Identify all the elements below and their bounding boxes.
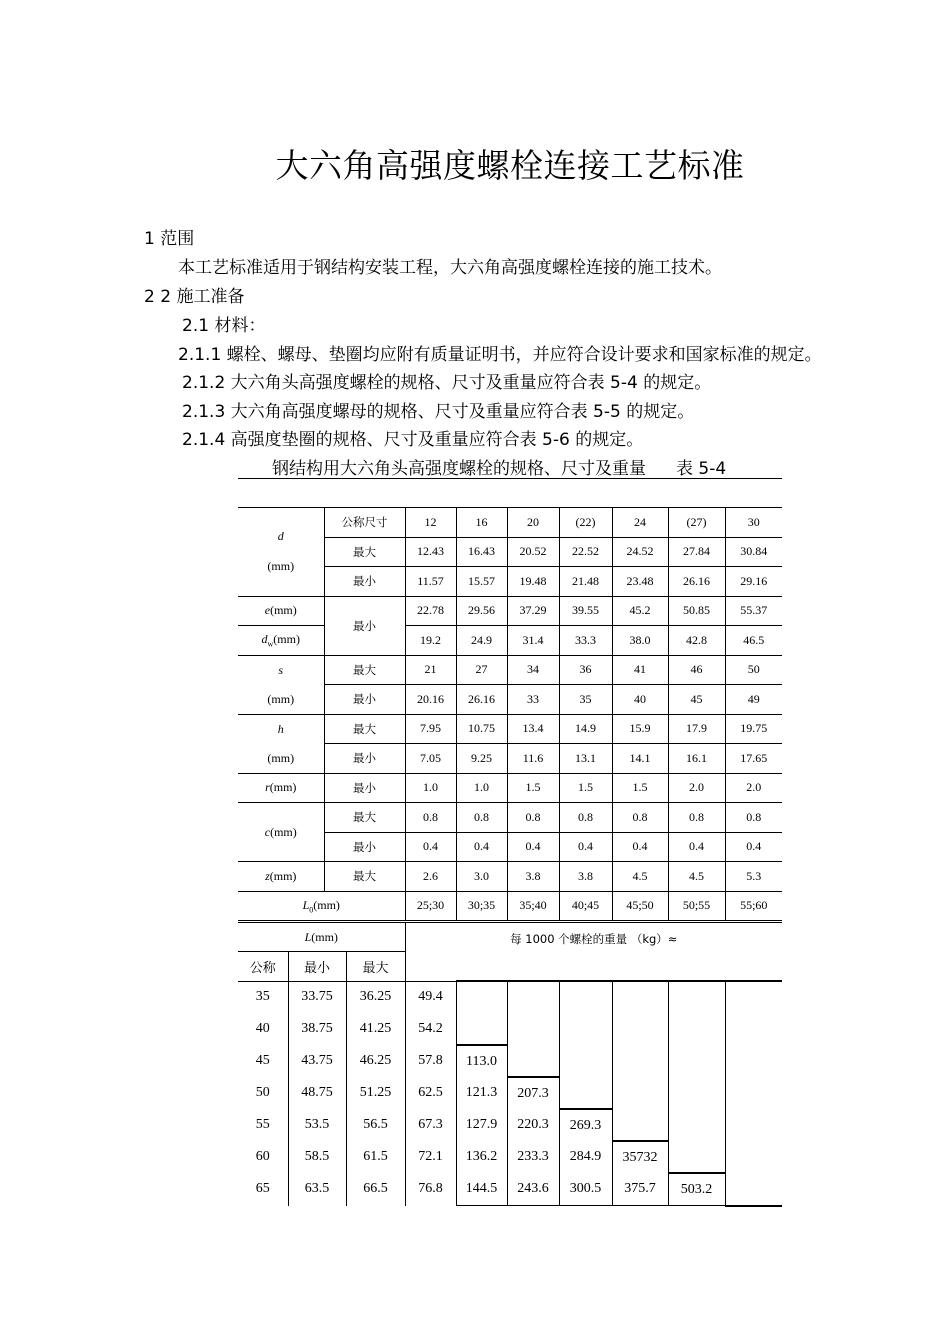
value-cell: 37.29 bbox=[507, 596, 559, 626]
value-cell: 14.9 bbox=[559, 714, 612, 744]
value-cell: 1.5 bbox=[612, 773, 668, 803]
weight-row bbox=[238, 1141, 782, 1173]
value-cell: 0.4 bbox=[405, 832, 456, 862]
value-cell: 16.43 bbox=[456, 537, 507, 567]
weight-label: 每 1000 个螺栓的重量 （kg）≈ bbox=[405, 923, 782, 982]
row-label-l0: $L_0(mm)$ bbox=[238, 891, 405, 921]
value-cell: 3.0 bbox=[456, 862, 507, 892]
max-col-label: 最大 bbox=[346, 952, 405, 982]
value-cell: 16.1 bbox=[668, 744, 725, 774]
value-cell: 50 bbox=[725, 655, 782, 685]
section-2-1-4: 2.1.4 高强度垫圈的规格、尺寸及重量应符合表 5-6 的规定。 bbox=[182, 430, 644, 450]
value-cell: 4.5 bbox=[612, 862, 668, 892]
value-cell: 0.8 bbox=[507, 803, 559, 833]
weight-cell bbox=[725, 981, 782, 1013]
weight-cell bbox=[612, 981, 668, 1013]
max-label: 最大 bbox=[324, 714, 405, 744]
weight-row bbox=[238, 1109, 782, 1141]
value-cell: 35;40 bbox=[507, 891, 559, 921]
value-cell: 14.1 bbox=[612, 744, 668, 774]
weight-cell bbox=[507, 981, 559, 1013]
weight-cell: 136.2 bbox=[456, 1141, 507, 1173]
weight-cell bbox=[612, 1077, 668, 1109]
value-cell: 45;50 bbox=[612, 891, 668, 921]
weight-cell bbox=[507, 1045, 559, 1077]
min-col-label: 最小 bbox=[288, 952, 346, 982]
weight-row bbox=[238, 1045, 782, 1077]
weight-cell: 43.75 bbox=[288, 1045, 346, 1077]
size-cell: (22) bbox=[559, 508, 612, 538]
row-label-s-unit: (mm) bbox=[238, 685, 324, 715]
value-cell: 34 bbox=[507, 655, 559, 685]
weight-cell bbox=[559, 1045, 612, 1077]
value-cell: 21.48 bbox=[559, 567, 612, 597]
min-label: 最小 bbox=[324, 773, 405, 803]
value-cell: 15.57 bbox=[456, 567, 507, 597]
section-2-1-3: 2.1.3 大六角高强度螺母的规格、尺寸及重量应符合表 5-5 的规定。 bbox=[182, 402, 695, 422]
weight-cell: 67.3 bbox=[405, 1109, 456, 1141]
weight-cell bbox=[725, 1141, 782, 1173]
table-number: 表 5-4 bbox=[676, 459, 727, 479]
weight-cell bbox=[725, 1173, 782, 1206]
value-cell: 2.6 bbox=[405, 862, 456, 892]
min-label: 最小 bbox=[324, 567, 405, 597]
weight-cell bbox=[668, 1109, 725, 1141]
value-cell: 20.52 bbox=[507, 537, 559, 567]
weight-cell: 55 bbox=[238, 1109, 288, 1141]
value-cell: 0.4 bbox=[668, 832, 725, 862]
value-cell: 26.16 bbox=[456, 685, 507, 715]
weight-cell: 269.3 bbox=[559, 1109, 612, 1141]
min-label: 最小 bbox=[324, 685, 405, 715]
value-cell: 46 bbox=[668, 655, 725, 685]
weight-cell: 53.5 bbox=[288, 1109, 346, 1141]
value-cell: 22.52 bbox=[559, 537, 612, 567]
weight-cell: 36.25 bbox=[346, 981, 405, 1013]
weight-cell: 121.3 bbox=[456, 1077, 507, 1109]
weight-cell: 66.5 bbox=[346, 1173, 405, 1206]
value-cell: 45 bbox=[668, 685, 725, 715]
value-cell: 0.4 bbox=[725, 832, 782, 862]
value-cell: 0.4 bbox=[507, 832, 559, 862]
l-mm-label: L(mm) bbox=[238, 923, 405, 952]
value-cell: 4.5 bbox=[668, 862, 725, 892]
weight-header-table bbox=[238, 922, 782, 982]
row-label-r: r(mm) bbox=[238, 773, 324, 803]
section-2-1: 2.1 材料： bbox=[182, 316, 266, 336]
value-cell: 41 bbox=[612, 655, 668, 685]
value-cell: 2.0 bbox=[725, 773, 782, 803]
weight-cell: 220.3 bbox=[507, 1109, 559, 1141]
value-cell: 2.0 bbox=[668, 773, 725, 803]
max-label: 最大 bbox=[324, 537, 405, 567]
weight-cell: 300.5 bbox=[559, 1173, 612, 1206]
weight-cell: 46.25 bbox=[346, 1045, 405, 1077]
weight-cell: 233.3 bbox=[507, 1141, 559, 1173]
weight-cell: 35732 bbox=[612, 1141, 668, 1173]
size-cell: (27) bbox=[668, 508, 725, 538]
table-caption bbox=[272, 454, 726, 479]
value-cell: 1.5 bbox=[507, 773, 559, 803]
section-2-1-1: 2.1.1 螺栓、螺母、垫圈均应附有质量证明书，并应符合设计要求和国家标准的规定。 bbox=[178, 345, 822, 365]
value-cell: 55;60 bbox=[725, 891, 782, 921]
size-cell: 24 bbox=[612, 508, 668, 538]
weight-cell bbox=[725, 1109, 782, 1141]
weight-cell bbox=[668, 1141, 725, 1173]
min-label: 最小 bbox=[324, 596, 405, 655]
min-label: 最小 bbox=[324, 832, 405, 862]
weight-cell: 375.7 bbox=[612, 1173, 668, 1206]
row-label-e: e(mm) bbox=[238, 596, 324, 626]
value-cell: 11.6 bbox=[507, 744, 559, 774]
row-label-d: d (mm) bbox=[238, 508, 324, 597]
weight-cell: 503.2 bbox=[668, 1173, 725, 1206]
value-cell: 38.0 bbox=[612, 626, 668, 656]
value-cell: 15.9 bbox=[612, 714, 668, 744]
value-cell: 12.43 bbox=[405, 537, 456, 567]
value-cell: 45.2 bbox=[612, 596, 668, 626]
section-1-heading: 1 范围 bbox=[144, 229, 195, 249]
value-cell: 1.5 bbox=[559, 773, 612, 803]
weight-cell bbox=[559, 981, 612, 1013]
value-cell: 5.3 bbox=[725, 862, 782, 892]
value-cell: 35 bbox=[559, 685, 612, 715]
weight-cell bbox=[559, 1013, 612, 1045]
weight-cell: 207.3 bbox=[507, 1077, 559, 1109]
nominal-col-label: 公称 bbox=[238, 952, 288, 982]
value-cell: 0.4 bbox=[612, 832, 668, 862]
max-label: 最大 bbox=[324, 803, 405, 833]
weight-cell: 127.9 bbox=[456, 1109, 507, 1141]
value-cell: 0.4 bbox=[559, 832, 612, 862]
size-cell: 20 bbox=[507, 508, 559, 538]
value-cell: 3.8 bbox=[507, 862, 559, 892]
weight-cell: 284.9 bbox=[559, 1141, 612, 1173]
value-cell: 39.55 bbox=[559, 596, 612, 626]
weight-cell: 57.8 bbox=[405, 1045, 456, 1077]
value-cell: 17.65 bbox=[725, 744, 782, 774]
row-label-z: z(mm) bbox=[238, 862, 324, 892]
size-cell: 30 bbox=[725, 508, 782, 538]
row-label-h: h bbox=[238, 714, 324, 744]
row-label-dw: $d_w(mm)$ bbox=[238, 626, 324, 656]
table-top-rule bbox=[238, 478, 782, 479]
weight-cell: 56.5 bbox=[346, 1109, 405, 1141]
weight-cell: 72.1 bbox=[405, 1141, 456, 1173]
weight-cell bbox=[507, 1013, 559, 1045]
value-cell: 55.37 bbox=[725, 596, 782, 626]
weight-cell: 51.25 bbox=[346, 1077, 405, 1109]
section-2-1-2: 2.1.2 大六角头高强度螺栓的规格、尺寸及重量应符合表 5-4 的规定。 bbox=[182, 373, 712, 393]
weight-cell bbox=[456, 981, 507, 1013]
section-1-text: 本工艺标准适用于钢结构安装工程，大六角高强度螺栓连接的施工技术。 bbox=[178, 258, 722, 278]
weight-cell bbox=[725, 1013, 782, 1045]
document-title: 大六角高强度螺栓连接工艺标准 bbox=[275, 146, 745, 185]
table-caption-title: 钢结构用大六角头高强度螺栓的规格、尺寸及重量 bbox=[272, 459, 646, 479]
value-cell: 0.8 bbox=[725, 803, 782, 833]
value-cell: 19.2 bbox=[405, 626, 456, 656]
value-cell: 50.85 bbox=[668, 596, 725, 626]
value-cell: 40 bbox=[612, 685, 668, 715]
weight-cell: 33.75 bbox=[288, 981, 346, 1013]
weight-cell bbox=[612, 1013, 668, 1045]
value-cell: 40;45 bbox=[559, 891, 612, 921]
value-cell: 0.8 bbox=[612, 803, 668, 833]
value-cell: 30;35 bbox=[456, 891, 507, 921]
row-label-h-unit: (mm) bbox=[238, 744, 324, 774]
weight-table bbox=[238, 980, 782, 1207]
value-cell: 24.52 bbox=[612, 537, 668, 567]
value-cell: 10.75 bbox=[456, 714, 507, 744]
value-cell: 0.4 bbox=[456, 832, 507, 862]
value-cell: 29.56 bbox=[456, 596, 507, 626]
value-cell: 13.4 bbox=[507, 714, 559, 744]
weight-cell: 61.5 bbox=[346, 1141, 405, 1173]
weight-cell: 48.75 bbox=[288, 1077, 346, 1109]
weight-cell bbox=[725, 1077, 782, 1109]
value-cell: 21 bbox=[405, 655, 456, 685]
weight-cell: 54.2 bbox=[405, 1013, 456, 1045]
value-cell: 0.8 bbox=[668, 803, 725, 833]
weight-row bbox=[238, 1173, 782, 1206]
value-cell: 30.84 bbox=[725, 537, 782, 567]
value-cell: 33.3 bbox=[559, 626, 612, 656]
spec-table bbox=[238, 507, 782, 921]
value-cell: 1.0 bbox=[456, 773, 507, 803]
weight-cell: 58.5 bbox=[288, 1141, 346, 1173]
weight-cell bbox=[559, 1077, 612, 1109]
weight-row bbox=[238, 981, 782, 1013]
weight-cell bbox=[456, 1013, 507, 1045]
max-label: 最大 bbox=[324, 862, 405, 892]
weight-cell bbox=[668, 1045, 725, 1077]
value-cell: 7.95 bbox=[405, 714, 456, 744]
row-label-s: s bbox=[238, 655, 324, 685]
value-cell: 19.75 bbox=[725, 714, 782, 744]
value-cell: 0.8 bbox=[456, 803, 507, 833]
weight-cell bbox=[612, 1045, 668, 1077]
weight-cell: 41.25 bbox=[346, 1013, 405, 1045]
value-cell: 19.48 bbox=[507, 567, 559, 597]
max-label: 最大 bbox=[324, 655, 405, 685]
nominal-size-label: 公称尺寸 bbox=[324, 508, 405, 538]
weight-cell: 50 bbox=[238, 1077, 288, 1109]
weight-cell bbox=[668, 981, 725, 1013]
value-cell: 7.05 bbox=[405, 744, 456, 774]
value-cell: 27 bbox=[456, 655, 507, 685]
weight-cell: 113.0 bbox=[456, 1045, 507, 1077]
section-2-heading: 2 2 施工准备 bbox=[144, 287, 245, 307]
weight-cell bbox=[725, 1045, 782, 1077]
weight-cell bbox=[612, 1109, 668, 1141]
value-cell: 17.9 bbox=[668, 714, 725, 744]
value-cell: 31.4 bbox=[507, 626, 559, 656]
weight-cell: 62.5 bbox=[405, 1077, 456, 1109]
value-cell: 46.5 bbox=[725, 626, 782, 656]
value-cell: 36 bbox=[559, 655, 612, 685]
weight-cell: 65 bbox=[238, 1173, 288, 1206]
weight-cell: 49.4 bbox=[405, 981, 456, 1013]
value-cell: 1.0 bbox=[405, 773, 456, 803]
weight-cell: 76.8 bbox=[405, 1173, 456, 1206]
value-cell: 49 bbox=[725, 685, 782, 715]
value-cell: 24.9 bbox=[456, 626, 507, 656]
weight-cell: 63.5 bbox=[288, 1173, 346, 1206]
value-cell: 26.16 bbox=[668, 567, 725, 597]
value-cell: 23.48 bbox=[612, 567, 668, 597]
weight-cell: 35 bbox=[238, 981, 288, 1013]
value-cell: 50;55 bbox=[668, 891, 725, 921]
weight-cell: 243.6 bbox=[507, 1173, 559, 1206]
value-cell: 42.8 bbox=[668, 626, 725, 656]
size-cell: 12 bbox=[405, 508, 456, 538]
min-label: 最小 bbox=[324, 744, 405, 774]
value-cell: 20.16 bbox=[405, 685, 456, 715]
weight-cell bbox=[668, 1013, 725, 1045]
value-cell: 0.8 bbox=[559, 803, 612, 833]
weight-cell: 38.75 bbox=[288, 1013, 346, 1045]
value-cell: 27.84 bbox=[668, 537, 725, 567]
value-cell: 0.8 bbox=[405, 803, 456, 833]
value-cell: 22.78 bbox=[405, 596, 456, 626]
row-label-c: c(mm) bbox=[238, 803, 324, 862]
value-cell: 9.25 bbox=[456, 744, 507, 774]
weight-cell bbox=[668, 1077, 725, 1109]
value-cell: 11.57 bbox=[405, 567, 456, 597]
value-cell: 29.16 bbox=[725, 567, 782, 597]
value-cell: 13.1 bbox=[559, 744, 612, 774]
weight-cell: 45 bbox=[238, 1045, 288, 1077]
weight-cell: 60 bbox=[238, 1141, 288, 1173]
size-cell: 16 bbox=[456, 508, 507, 538]
weight-row bbox=[238, 1013, 782, 1045]
weight-row bbox=[238, 1077, 782, 1109]
value-cell: 25;30 bbox=[405, 891, 456, 921]
weight-cell: 144.5 bbox=[456, 1173, 507, 1206]
weight-cell: 40 bbox=[238, 1013, 288, 1045]
value-cell: 3.8 bbox=[559, 862, 612, 892]
value-cell: 33 bbox=[507, 685, 559, 715]
